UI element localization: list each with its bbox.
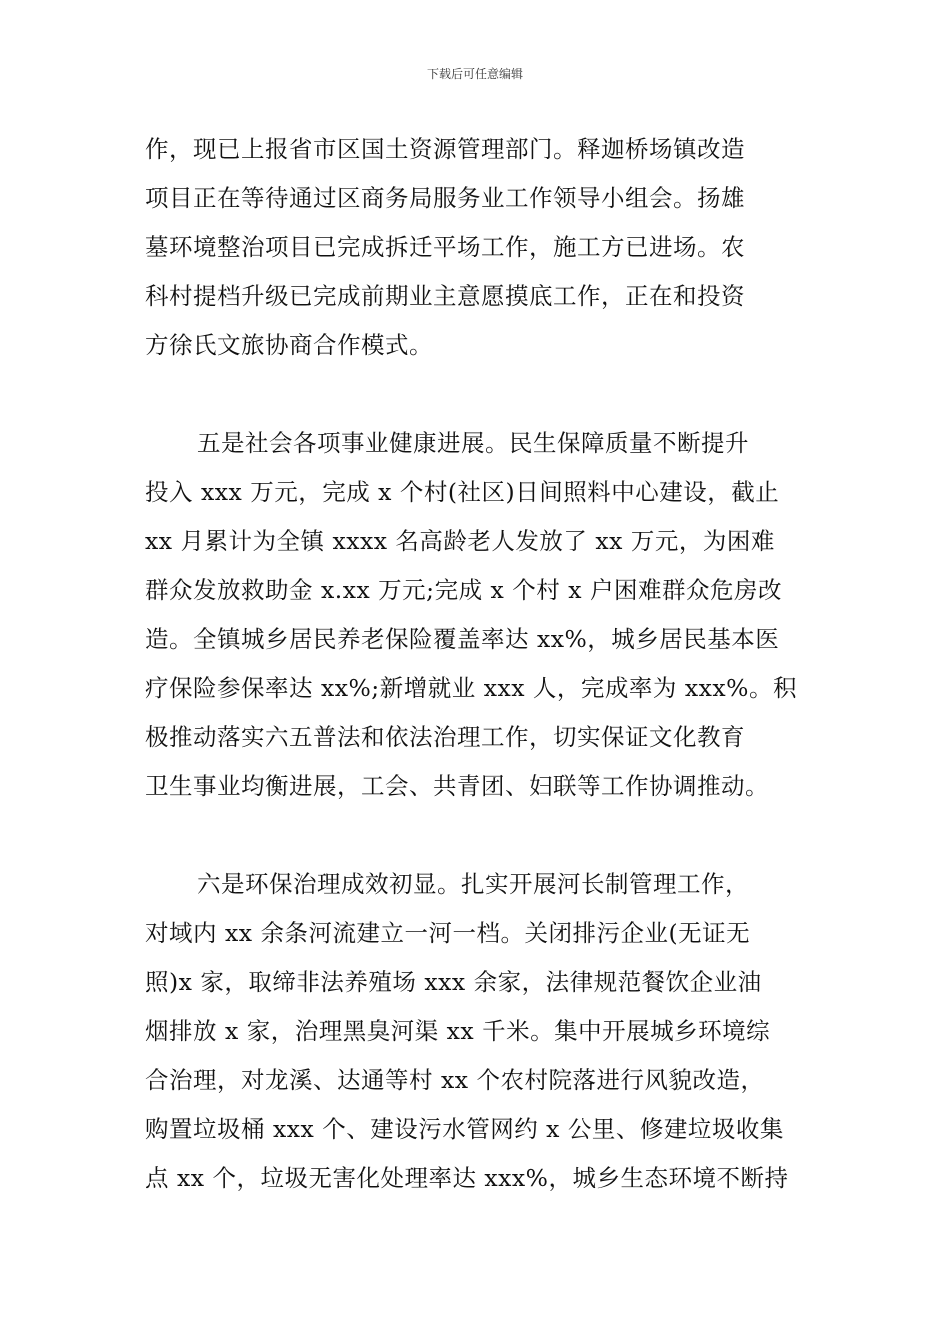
paragraph-1 [145, 125, 810, 370]
text-line: 科村提档升级已完成前期业主意愿摸底工作，正在和投资 [145, 282, 745, 310]
text-line: 墓环境整治项目已完成拆迁平场工作，施工方已进场。农 [145, 233, 745, 261]
page-header: 下载后可任意编辑 [426, 67, 523, 81]
paragraph-spacer [145, 370, 810, 419]
text-line: 烟排放 x 家，治理黑臭河渠 xx 千米。集中开展城乡环境综 [145, 1017, 771, 1045]
text-line: 作，现已上报省市区国土资源管理部门。释迦桥场镇改造 [145, 135, 745, 163]
text-line: 群众发放救助金 x.xx 万元;完成 x 个村 x 户困难群众危房改 [145, 576, 782, 604]
text-line: 对域内 xx 余条河流建立一河一档。关闭排污企业(无证无 [145, 919, 751, 947]
text-line: 点 xx 个，垃圾无害化处理率达 xxx%，城乡生态环境不断持 [145, 1164, 789, 1192]
document-body [145, 125, 810, 1203]
paragraph-2 [145, 419, 810, 811]
text-line: 方徐氏文旅协商合作模式。 [145, 331, 433, 359]
paragraph-3 [145, 860, 810, 1203]
text-line: 投入 xxx 万元，完成 x 个村(社区)日间照料中心建设，截止 [145, 478, 780, 506]
text-line: 项目正在等待通过区商务局服务业工作领导小组会。扬雄 [145, 184, 745, 212]
text-line: xx 月累计为全镇 xxxx 名高龄老人发放了 xx 万元，为困难 [145, 527, 775, 555]
text-line: 购置垃圾桶 xxx 个、建设污水管网约 x 公里、修建垃圾收集 [145, 1115, 784, 1143]
text-line: 五是社会各项事业健康进展。民生保障质量不断提升 [197, 429, 749, 457]
text-line: 合治理，对龙溪、达通等村 xx 个农村院落进行风貌改造， [145, 1066, 765, 1094]
text-line: 造。全镇城乡居民养老保险覆盖率达 xx%，城乡居民基本医 [145, 625, 780, 653]
text-line: 照)x 家，取缔非法养殖场 xxx 余家，法律规范餐饮企业油 [145, 968, 762, 996]
text-line: 疗保险参保率达 xx%;新增就业 xxx 人，完成率为 xxx%。积 [145, 674, 797, 702]
text-line: 卫生事业均衡进展，工会、共青团、妇联等工作协调推动。 [145, 772, 769, 800]
text-line: 六是环保治理成效初显。扎实开展河长制管理工作， [197, 870, 749, 898]
paragraph-spacer [145, 811, 810, 860]
text-line: 极推动落实六五普法和依法治理工作，切实保证文化教育 [145, 723, 745, 751]
